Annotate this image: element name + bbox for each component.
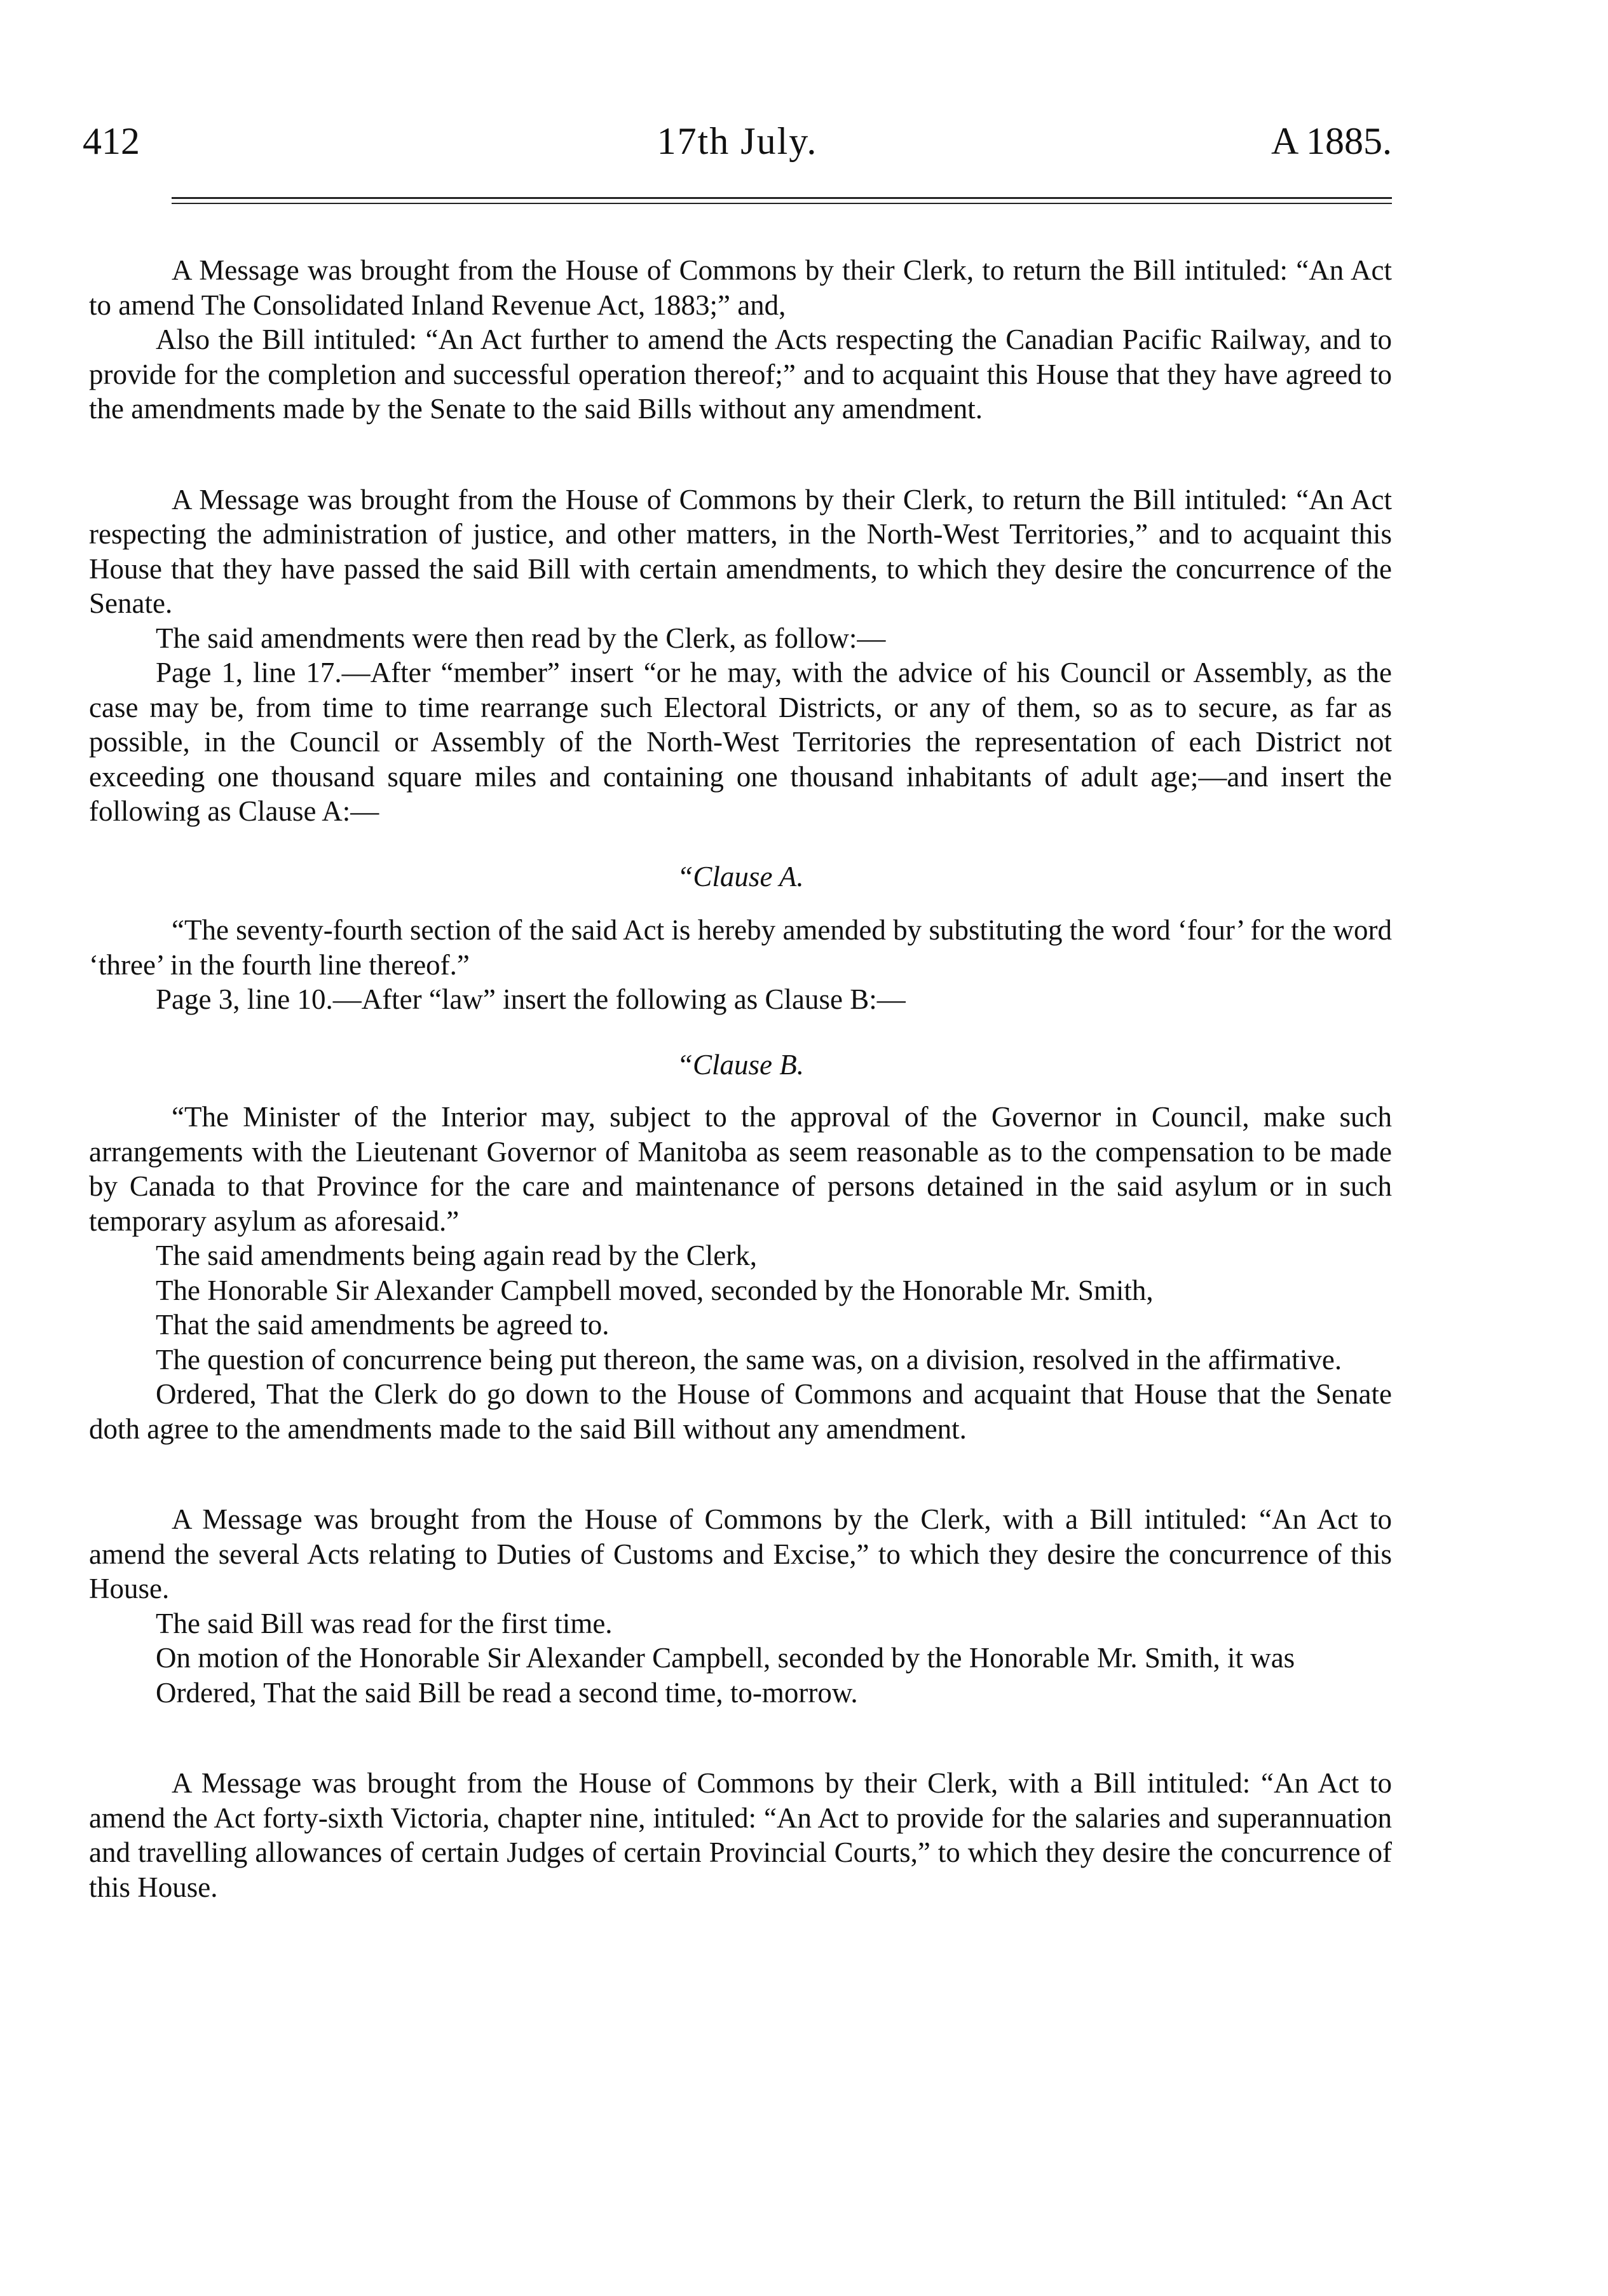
paragraph: Ordered, That the said Bill be read a second time, to-morrow. bbox=[156, 1676, 858, 1709]
paragraph: A Message was brought from the House of Commons by their Clerk, to return the Bill intituled: “An Act to amend The Consolidated Inland Revenue Act, 1883;” and, bbox=[89, 254, 1392, 321]
paragraph: That the said amendments be agreed to. bbox=[156, 1309, 610, 1341]
page-number: 412 bbox=[83, 120, 140, 162]
page-header bbox=[83, 116, 1392, 167]
page-date-title: 17th July. bbox=[657, 120, 818, 162]
paragraph: The said amendments were then read by the Clerk, as follow:— bbox=[156, 622, 886, 654]
paragraph: Also the Bill intituled: “An Act further to amend the Acts respecting the Canadian Pacific Railway, and to provide for the completion and successful operation thereof;” and to acquaint this House that they have agreed to the amendments made by the Senate to the said Bills without any amendment. bbox=[89, 324, 1392, 425]
paragraph: “The seventy-fourth section of the said Act is hereby amended by substituting the word ‘four’ for the word ‘three’ in the fourth line thereof.” bbox=[89, 914, 1392, 981]
paragraph: The Honorable Sir Alexander Campbell moved, seconded by the Honorable Mr. Smith, bbox=[156, 1274, 1154, 1306]
paragraph: Page 1, line 17.—After “member” insert “or he may, with the advice of his Council or Assembly, as the case may be, from time to time rearrange such Electoral Districts, or any of them, so as to secure, as far as possible, in the Council or Assembly of the North-West Territories the representation of each District not exceeding one thousand square miles and containing one thousand inhabitants of adult age;—and insert the following as Clause A:— bbox=[89, 657, 1392, 827]
paragraph: The said amendments being again read by the Clerk, bbox=[156, 1240, 757, 1271]
page-body bbox=[89, 253, 1392, 1904]
paragraph: On motion of the Honorable Sir Alexander Campbell, seconded by the Honorable Mr. Smith, it was bbox=[156, 1642, 1295, 1674]
page-year: A 1885. bbox=[1271, 120, 1392, 162]
paragraph: A Message was brought from the House of Commons by the Clerk, with a Bill intituled: “An Act to amend the several Acts relating to Duties of Customs and Excise,” to which they desire the concurrence of this House. bbox=[89, 1503, 1392, 1604]
paragraph: Ordered, That the Clerk do go down to the House of Commons and acquaint that House that the Senate doth agree to the amendments made to the said Bill without any amendment. bbox=[89, 1378, 1392, 1445]
paragraph: A Message was brought from the House of Commons by their Clerk, with a Bill intituled: “An Act to amend the Act forty-sixth Victoria, chapter nine, intituled: “An Act to provide for the salaries and superannuation and travelling allowances of certain Judges of certain Provincial Courts,” to which they desire the concurrence of this House. bbox=[89, 1767, 1392, 1903]
paragraph: Page 3, line 10.—After “law” insert the following as Clause B:— bbox=[156, 983, 906, 1015]
header-rule-top bbox=[172, 197, 1392, 199]
paragraph: The said Bill was read for the first time. bbox=[156, 1607, 613, 1639]
clause-heading: “Clause B. bbox=[676, 1048, 805, 1081]
paragraph: The question of concurrence being put thereon, the same was, on a division, resolved in the affirmative. bbox=[156, 1343, 1342, 1376]
clause-heading: “Clause A. bbox=[677, 860, 804, 892]
header-rule-bottom bbox=[172, 203, 1392, 204]
paragraph: “The Minister of the Interior may, subject to the approval of the Governor in Council, make such arrangements with the Lieutenant Governor of Manitoba as seem reasonable as to the compensation to be made by Canada to that Province for the care and maintenance of persons detained in the said asylum or in such temporary asylum as aforesaid.” bbox=[89, 1101, 1392, 1237]
paragraph: A Message was brought from the House of Commons by their Clerk, to return the Bill intituled: “An Act respecting the administration of justice, and other matters, in the North-West Territories,” and to acquaint this House that they have passed the said Bill with certain amendments, to which they desire the concurrence of the Senate. bbox=[89, 483, 1392, 619]
